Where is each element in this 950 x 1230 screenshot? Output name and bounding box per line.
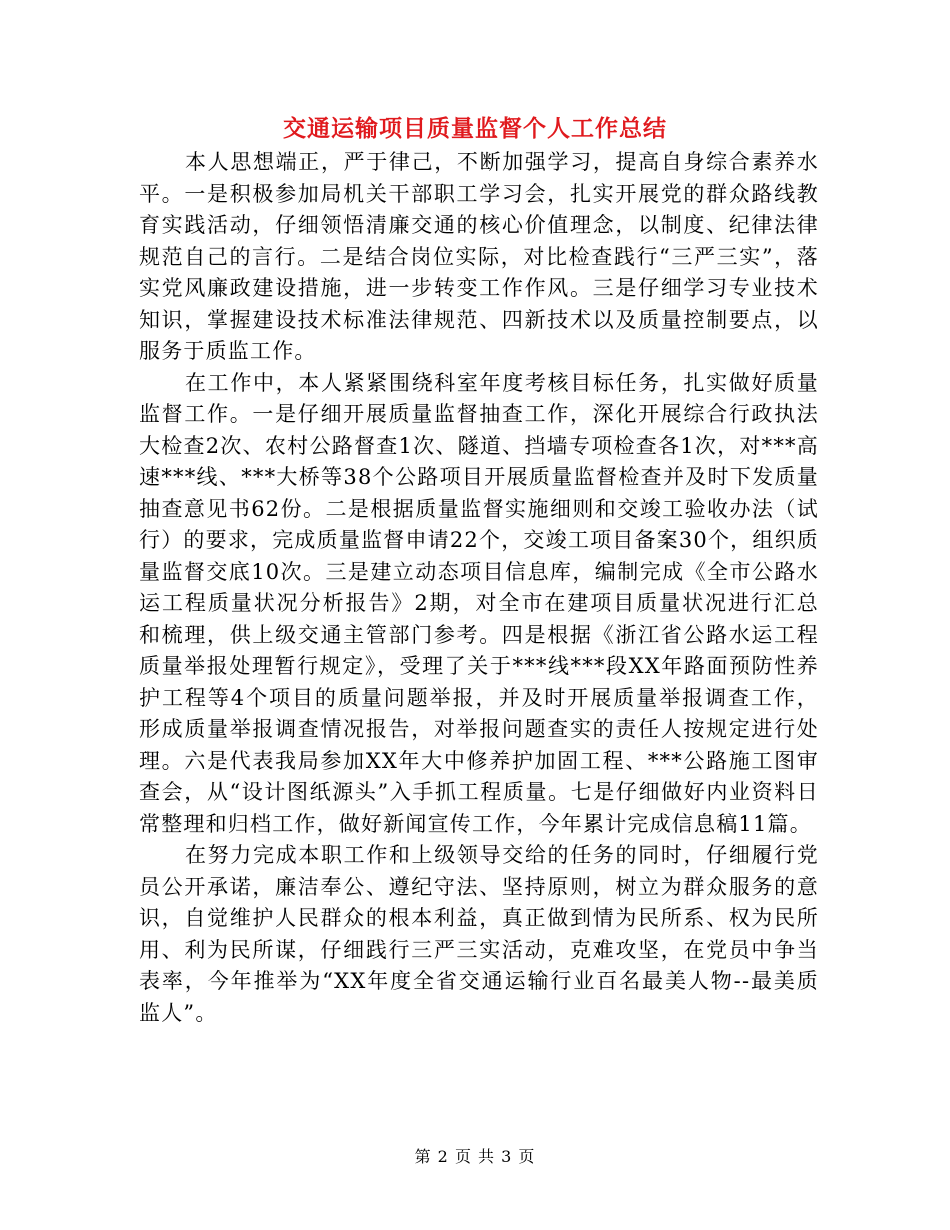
paragraph-3: 在努力完成本职工作和上级领导交给的任务的同时，仔细履行党员公开承诺，廉洁奉公、遵纪守法、坚持原则，树立为群众服务的意识，自觉维护人民群众的根本利益，真正做到情为民所系、权为民所用、利为民所谋，仔细践行三严三实活动，克难攻坚，在党员中争当表率，今年推举为“XX年度全省交通运输行业百名最美人物--最美质监人”。 [139,843,819,1025]
page-footer [0,1144,950,1167]
paragraph-1: 本人思想端正，严于律己，不断加强学习，提高自身综合素养水平。一是积极参加局机关干部职工学习会，扎实开展党的群众路线教育实践活动，仔细领悟清廉交通的核心价值理念，以制度、纪律法律规范自己的言行。二是结合岗位实际，对比检查践行“三严三实”，落实党风廉政建设措施，进一步转变工作作风。三是仔细学习专业技术知识，掌握建设技术标准法律规范、四新技术以及质量控制要点，以服务于质监工作。 [139,150,819,363]
page-number: 第 2 页 共 3 页 [414,1147,536,1166]
paragraph-2: 在工作中，本人紧紧围绕科室年度考核目标任务，扎实做好质量监督工作。一是仔细开展质量监督抽查工作，深化开展综合行政执法大检查2次、农村公路督查1次、隧道、挡墙专项检查各1次，对***高速***线、***大桥等38个公路项目开展质量监督检查并及时下发质量抽查意见书62份。二是根据质量监督实施细则和交竣工验收办法（试行）的要求，完成质量监督申请22个，交竣工项目备案30个，组织质量监督交底10次。三是建立动态项目信息库，编制完成《全市公路水运工程质量状况分析报告》2期，对全市在建项目质量状况进行汇总和梳理，供上级交通主管部门参考。四是根据《浙江省公路水运工程质量举报处理暂行规定》，受理了关于***线***段XX年路面预防性养护工程等4个项目的质量问题举报，并及时开展质量举报调查工作，形成质量举报调查情况报告，对举报问题查实的责任人按规定进行处理。六是代表我局参加XX年大中修养护加固工程、***公路施工图审查会，从“设计图纸源头”入手抓工程质量。七是仔细做好内业资料日常整理和归档工作，做好新闻宣传工作，今年累计完成信息稿11篇。 [139,370,819,836]
document-title: 交通运输项目质量监督个人工作总结 [283,116,667,142]
document-body [139,147,819,1029]
